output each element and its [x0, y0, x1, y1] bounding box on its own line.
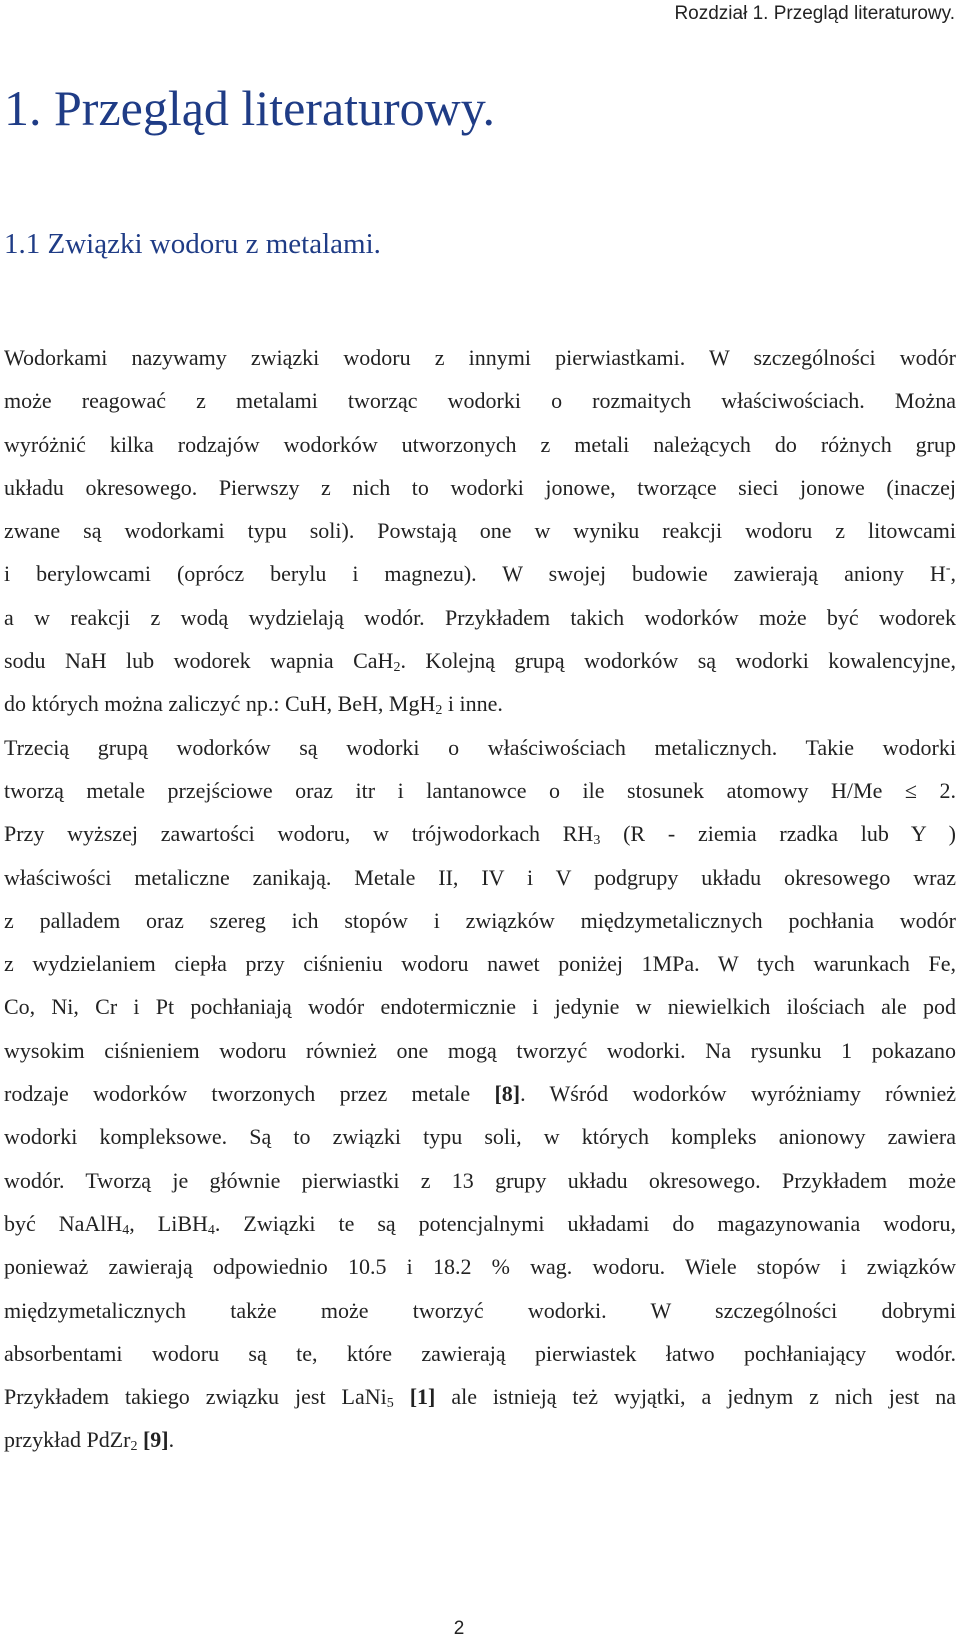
- text-segment: ,: [950, 561, 956, 587]
- body-line: absorbentami wodoru są te, które zawierają pierwiastek łatwo pochłaniający wodór.: [4, 1340, 956, 1366]
- subscript: 4: [207, 1222, 215, 1238]
- text-segment: [394, 1384, 410, 1409]
- body-line: a w reakcji z wodą wydzielają wodór. Przykładem takich wodorków może być wodorek: [4, 604, 956, 630]
- body-line: może reagować z metalami tworząc wodorki o rozmaitych właściwościach. Można: [4, 388, 956, 414]
- body-line: zwane są wodorkami typu soli). Powstają one w wyniku reakcji wodoru z litowcami: [4, 518, 956, 544]
- text-segment: być NaAlH: [4, 1210, 123, 1236]
- body-line: [4, 650, 956, 693]
- body-line: układu okresowego. Pierwszy z nich to wodorki jonowe, tworzące sieci jonowe (inaczej: [4, 474, 956, 500]
- body-text: [4, 347, 956, 1473]
- text-segment: przykład PdZr: [4, 1427, 131, 1453]
- subscript: 3: [593, 833, 601, 849]
- body-line: [4, 1210, 956, 1256]
- body-line: Trzecią grupą wodorków są wodorki o właściwościach metalicznych. Takie wodorki: [4, 734, 956, 760]
- page-number: 2: [453, 1618, 465, 1639]
- body-line: z palladem oraz szereg ich stopów i związków międzymetalicznych pochłania wodór: [4, 907, 956, 933]
- body-line: [4, 823, 956, 866]
- text-segment: i inne.: [442, 691, 503, 717]
- subscript: 5: [386, 1396, 394, 1412]
- body-line: wodór. Tworzą je głównie pierwiastki z 13 grupy układu okresowego. Przykładem może: [4, 1167, 956, 1193]
- text-segment: do których można zaliczyć np.: CuH, BeH, MgH: [4, 691, 436, 717]
- text-segment: , LiBH: [129, 1210, 208, 1236]
- text-segment: Przy wyższej zawartości wodoru, w trójwodorkach RH: [4, 821, 594, 847]
- superscript: -: [945, 561, 951, 577]
- body-line: wysokim ciśnieniem wodoru również one mogą tworzyć wodorki. Na rysunku 1 pokazano: [4, 1037, 956, 1063]
- text-segment: rodzaje wodorków tworzonych przez metale: [4, 1081, 495, 1107]
- text-segment: . Kolejną grupą wodorków są wodorki kowalencyjne,: [400, 648, 956, 674]
- text-segment: . Wśród wodorków wyróżniamy również: [520, 1081, 956, 1107]
- chapter-title: 1. Przegląd literaturowy.: [4, 80, 496, 136]
- text-segment: Przykładem takiego związku jest LaNi: [4, 1384, 387, 1410]
- text-segment: ale istnieją też wyjątki, a jednym z nich jest na: [435, 1384, 956, 1410]
- citation: [9]: [142, 1427, 169, 1453]
- body-line: Wodorkami nazywamy związki wodoru z innymi pierwiastkami. W szczególności wodór: [4, 345, 956, 370]
- subscript: 4: [122, 1222, 130, 1238]
- text-segment: . Związki te są potencjalnymi układami do magazynowania wodoru,: [214, 1210, 956, 1236]
- text-segment: i berylowcami (oprócz berylu i magnezu). W swojej budowie zawierają aniony H: [4, 561, 946, 587]
- body-line: [4, 1386, 956, 1429]
- body-line: [4, 563, 956, 606]
- body-line: [4, 1083, 956, 1126]
- subscript: 2: [393, 660, 401, 676]
- body-line: ponieważ zawierają odpowiednio 10.5 i 18.2 % wag. wodoru. Wiele stopów i związków: [4, 1254, 956, 1280]
- section-title: 1.1 Związki wodoru z metalami.: [4, 228, 381, 260]
- text-segment: .: [168, 1427, 175, 1453]
- body-line: z wydzielaniem ciepła przy ciśnieniu wodoru nawet poniżej 1MPa. W tych warunkach Fe,: [4, 951, 956, 977]
- body-line: wyróżnić kilka rodzajów wodorków utworzonych z metali należących do różnych grup: [4, 431, 956, 457]
- body-line: Co, Ni, Cr i Pt pochłaniają wodór endotermicznie i jedynie w niewielkich ilościach ale pod: [4, 994, 956, 1020]
- text-segment: sodu NaH lub wodorek wapnia CaH: [4, 648, 394, 674]
- subscript: 2: [435, 703, 443, 719]
- text-segment: (R - ziemia rzadka lub Y ): [600, 821, 956, 847]
- body-line: wodorki kompleksowe. Są to związki typu soli, w których kompleks anionowy zawiera: [4, 1124, 956, 1150]
- body-line: tworzą metale przejściowe oraz itr i lantanowce o ile stosunek atomowy H/Me ≤ 2.: [4, 777, 956, 803]
- citation: [8]: [494, 1081, 521, 1107]
- body-line: właściwości metaliczne zanikają. Metale II, IV i V podgrupy układu okresowego wraz: [4, 864, 956, 890]
- body-line: międzymetalicznych także może tworzyć wodorki. W szczególności dobrymi: [4, 1297, 956, 1323]
- running-header: Rozdział 1. Przegląd literaturowy.: [674, 3, 955, 24]
- subscript: 2: [130, 1439, 138, 1455]
- body-line: [4, 693, 956, 736]
- citation: [1]: [409, 1384, 436, 1410]
- body-line: [4, 1429, 956, 1472]
